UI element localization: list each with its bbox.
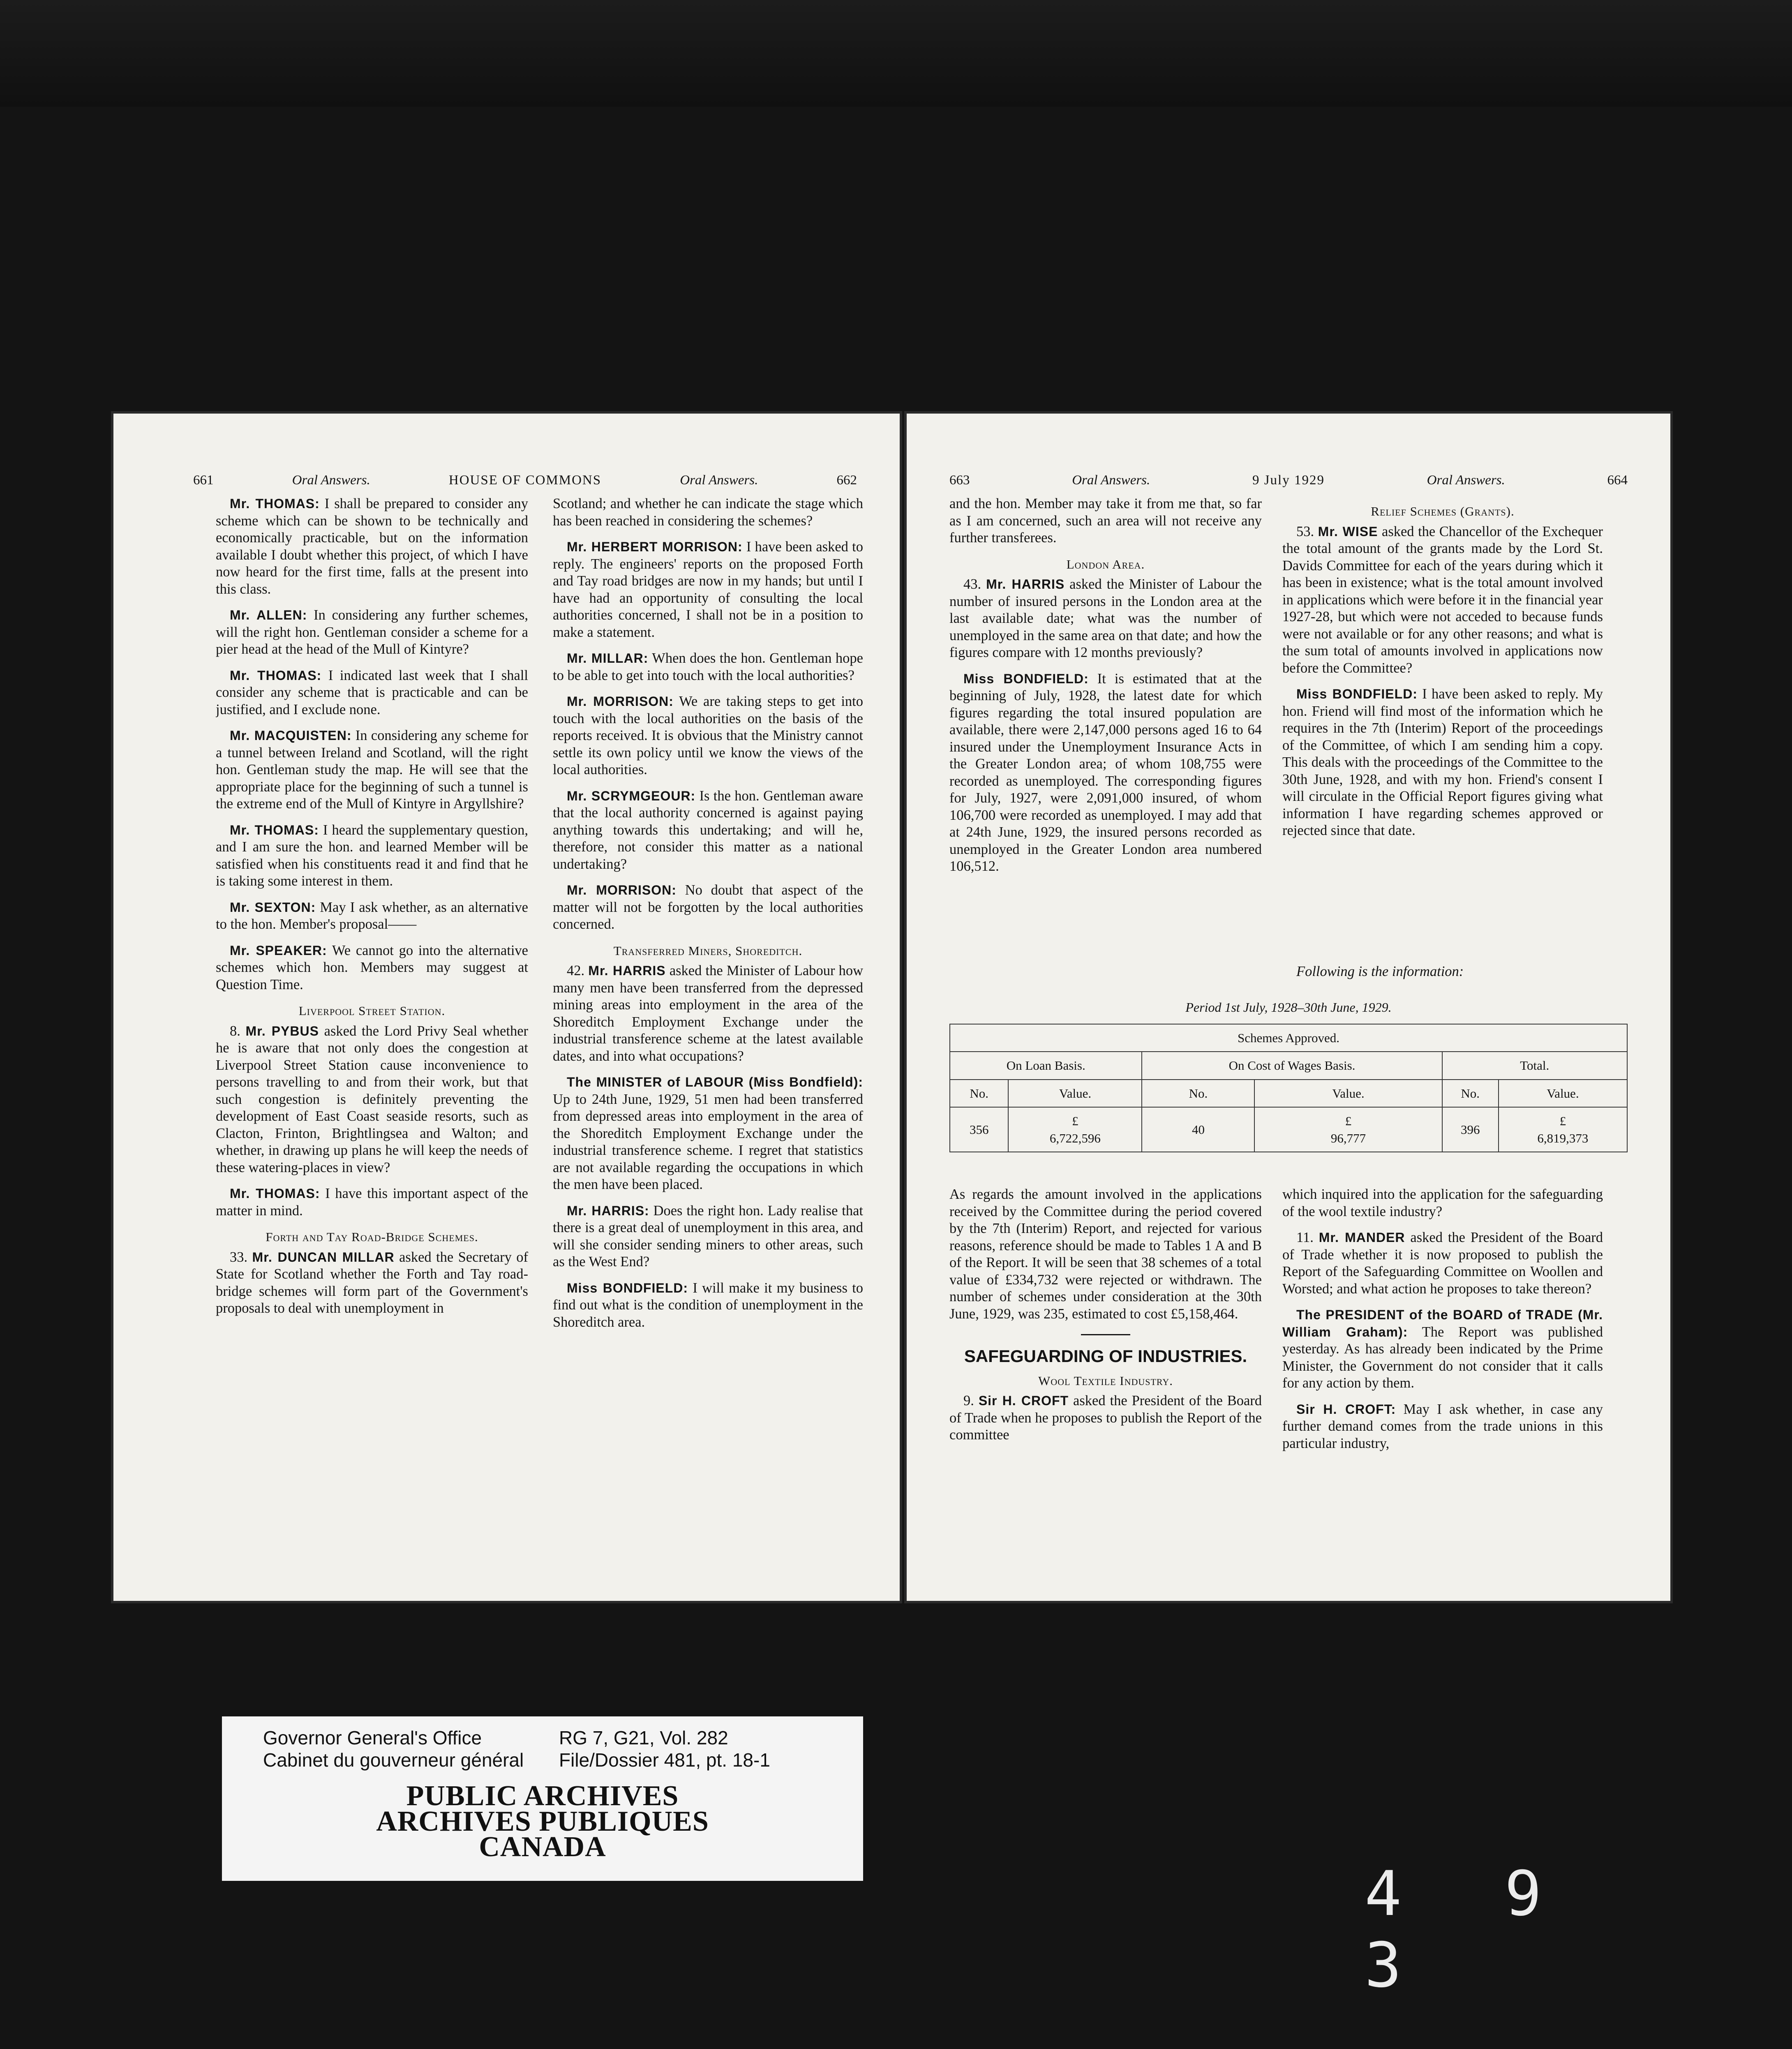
speech-paragraph — [553, 1074, 863, 1193]
question-number: 9. — [963, 1393, 974, 1408]
speaker-name: Mr. MANDER — [1319, 1230, 1405, 1245]
speech-text: Is the hon. Gentleman aware that the local authority concerned is against paying anything towards this undertaking; and will he, therefore, not consider this matter as a national undertaking? — [553, 788, 863, 872]
speaker-name: Mr. HARRIS — [986, 577, 1065, 592]
speech-text: No doubt that aspect of the matter will not be forgotten by the local authorities concerned. — [553, 882, 863, 932]
text-column — [1282, 1186, 1603, 1589]
speech-paragraph — [553, 788, 863, 873]
speaker-name: Mr. SCRYMGEOUR: — [567, 788, 696, 803]
archive-label — [222, 1716, 863, 1881]
speech-paragraph — [553, 1203, 863, 1271]
speech-text: Scotland; and whether he can indicate the stage which has been reached in considering the schemes? — [553, 496, 863, 529]
speech-text: May I ask whether, as an alternative to the hon. Member's proposal—— — [216, 899, 528, 932]
speaker-name: Mr. THOMAS: — [230, 668, 322, 683]
column-header: Value. — [1254, 1080, 1442, 1108]
major-heading: SAFEGUARDING OF INDUSTRIES. — [964, 1346, 1247, 1366]
speaker-name: Miss BONDFIELD: — [567, 1280, 688, 1295]
table-cell: 396 — [1442, 1107, 1499, 1152]
speaker-name: Mr. MORRISON: — [567, 694, 674, 709]
film-edge — [0, 0, 1792, 107]
question-number: 53. — [1296, 523, 1314, 539]
speech-paragraph — [216, 1023, 528, 1177]
left-page — [111, 411, 902, 1603]
speaker-name: Mr. SEXTON: — [230, 900, 316, 915]
speaker-name: Mr. PYBUS — [245, 1023, 319, 1038]
speech-text: I have this important aspect of the matter in mind. — [216, 1186, 528, 1219]
stamp-line: PUBLIC ARCHIVES — [406, 1780, 679, 1812]
speaker-name: Sir H. CROFT: — [1296, 1401, 1396, 1417]
group-header: On Cost of Wages Basis. — [1142, 1052, 1442, 1080]
speech-text: In considering any scheme for a tunnel between Ireland and Scotland, will the right hon. Gentleman study the map. He will see that the appropriate place for the beginning of such a tunnel is the extreme end of the Mull of Kintyre in Argyllshire? — [216, 728, 528, 812]
speech-paragraph — [216, 1185, 528, 1219]
speech-text: asked the Secretary of State for Scotland whether the Forth and Tay road-bridge schemes will form part of the Government's proposals to deal with unemployment in — [216, 1249, 528, 1316]
question-number: 11. — [1296, 1230, 1314, 1245]
speaker-name: Mr. HERBERT MORRISON: — [567, 539, 743, 554]
speech-text: Up to 24th June, 1929, 51 men had been transferred from depressed areas into employment in the area of the Shoreditch Employment Exchange under the industrial transference scheme. I regret that statistics are not available regarding the occupations in which the men have been placed. — [553, 1091, 863, 1192]
cell-value: 6,819,373 — [1537, 1131, 1589, 1145]
section-heading: Relief Schemes (Grants). — [1371, 504, 1515, 518]
column-header: No. — [950, 1080, 1008, 1108]
speech-paragraph — [949, 1392, 1262, 1444]
speech-text: I have been asked to reply. My hon. Friend will find most of the information which he requires in the 7th (Interim) Report of the proceedings of the Committee, of which I am sending him a copy. This deals with the proceedings of the Committee to the 30th June, 1928, and with my hon. Friend's consent I will circulate in the Official Report figures giving what information I have regarding schemes approved or rejected since that date. — [1282, 686, 1603, 838]
speech-text: In considering any further schemes, will the right hon. Gentleman consider a scheme for a pier head at the head of the Mull of Kintyre? — [216, 607, 528, 657]
speaker-name: Mr. WISE — [1318, 524, 1378, 539]
text-column — [1282, 495, 1603, 939]
speech-text: I shall be prepared to consider any scheme which can be shown to be technically and economically practicable, but on the information available I doubt whether this project, of which I have now heard for the first time, falls at the present into this class. — [216, 496, 528, 597]
speech-text: asked the Chancellor of the Exchequer the total amount of the grants made by the Lord St. Davids Committee for each of the years during which it has been in existence; what is the total amount involved in applications which were before it in the financial year 1927-28, but which were not acceded to because funds were not available or for any other reasons; and what is the sum total of amounts involved in applications now before the Committee? — [1282, 523, 1603, 676]
speech-paragraph — [216, 495, 528, 598]
speaker-name: Mr. THOMAS: — [230, 822, 319, 837]
speech-text: The Report was published yesterday. As has already been indicated by the Prime Minister, the Government do not consider that it calls for any action by them. — [1282, 1324, 1603, 1391]
speech-paragraph — [949, 671, 1262, 875]
cell-value: 6,722,596 — [1049, 1131, 1101, 1145]
speech-text: May I ask whether, in case any further demand comes from the trade unions in this particular industry, — [1282, 1401, 1603, 1451]
speech-paragraph — [553, 650, 863, 684]
speech-paragraph — [216, 942, 528, 994]
speech-paragraph — [553, 693, 863, 779]
table-cell — [1254, 1107, 1442, 1152]
page-number: 663 — [949, 473, 970, 488]
speech-text: Does the right hon. Lady realise that there is a great deal of unemployment in this area, and will she consider sending miners to other areas, such as the West End? — [553, 1203, 863, 1270]
text-column — [553, 495, 863, 1581]
right-page — [904, 411, 1673, 1603]
speech-paragraph — [216, 822, 528, 890]
speech-text: When does the hon. Gentleman hope to be able to get into touch with the local authorities? — [553, 650, 863, 683]
table-cell: 40 — [1142, 1107, 1254, 1152]
house-title: HOUSE OF COMMONS — [448, 473, 602, 488]
running-head-right — [949, 473, 1628, 493]
section-heading: Transferred Miners, Shoreditch. — [613, 943, 803, 958]
text-column — [949, 1186, 1262, 1589]
speaker-name: Mr. MACQUISTEN: — [230, 728, 352, 743]
speaker-name: Mr. MILLAR: — [567, 651, 649, 666]
speech-paragraph — [1282, 686, 1603, 839]
group-header: Total. — [1442, 1052, 1627, 1080]
continued-paragraph — [553, 495, 863, 530]
column-header: Value. — [1008, 1080, 1142, 1108]
speech-text: I have been asked to reply. The engineers' reports on the proposed Forth and Tay road bridges are now in my hands; but until I have had an opportunity of consulting the local authorities concerned, I shall not be in a position to make a statement. — [553, 539, 863, 640]
table-cell — [1499, 1107, 1627, 1152]
speaker-name: Miss BONDFIELD: — [1296, 687, 1418, 701]
speech-text: asked the President of the Board of Trade when he proposes to publish the Report of the committee — [949, 1393, 1262, 1443]
speaker-name: Mr. DUNCAN MILLAR — [252, 1249, 395, 1265]
question-number: 8. — [230, 1023, 240, 1039]
speaker-name: Mr. SPEAKER: — [230, 943, 327, 958]
currency-symbol: £ — [1559, 1114, 1566, 1128]
office-en: Governor General's Office — [263, 1727, 482, 1748]
speech-text: We are taking steps to get into touch with the local authorities on the basis of the reports received. It is obvious that the Ministry cannot settle its own policy until we know the views of the local authorities. — [553, 694, 863, 777]
speech-paragraph — [1282, 1307, 1603, 1392]
text-column — [216, 495, 528, 1581]
section-heading: Forth and Tay Road-Bridge Schemes. — [266, 1230, 478, 1244]
date-title: 9 July 1929 — [1252, 473, 1325, 488]
stamp-line: ARCHIVES PUBLIQUES — [376, 1806, 709, 1837]
speaker-name: The PRESIDENT of the BOARD of TRADE (Mr. William Graham): — [1282, 1307, 1603, 1339]
section-heading: London Area. — [1066, 557, 1145, 571]
following-line — [1282, 960, 1628, 987]
continued-paragraph — [949, 495, 1262, 547]
speech-paragraph — [1282, 523, 1603, 677]
speech-text: It is estimated that at the beginning of July, 1928, the latest date for which figures regarding the total insured population are available, there were 2,147,000 persons aged 16 to 64 insured under the Unemployment Insurance Acts in the Greater London area; of whom 108,755 were recorded as unemployed. The corresponding figures for July, 1927, were 2,091,000 insured, of whom 106,700 were recorded as unemployed. I may add that at 24th June, 1929, the insured persons recorded as unemployed in the Greater London area numbered 106,512. — [949, 671, 1262, 874]
section-title: Oral Answers. — [1427, 473, 1505, 488]
section-heading: Liverpool Street Station. — [298, 1004, 446, 1018]
speech-paragraph — [949, 576, 1262, 661]
page-number: 661 — [193, 473, 214, 488]
speech-paragraph — [553, 539, 863, 641]
speech-text: asked the Minister of Labour the number of insured persons in the London area at the last available date; what was the number of unemployed in the same area on that date; and how the figures compare with 12 months previously? — [949, 576, 1262, 660]
speech-paragraph — [216, 727, 528, 813]
speech-paragraph — [1282, 1229, 1603, 1297]
speaker-name: Mr. THOMAS: — [230, 1186, 320, 1201]
page-number: 662 — [836, 473, 857, 488]
speech-text: As regards the amount involved in the applications received by the Committee during the period covered by the 7th (Interim) Report, and rejected for various reasons, reference should be made to Tables 1 A and B of the Report. It will be seen that 38 schemes of a total value of £334,732 were rejected or withdrawn. The number of schemes under consideration at the 30th June, 1929, was 235, estimated to cost £5,158,464. — [949, 1186, 1262, 1322]
group-header: On Loan Basis. — [950, 1052, 1142, 1080]
question-number: 43. — [963, 576, 981, 592]
continued-paragraph — [1282, 1186, 1603, 1220]
speech-text: I indicated last week that I shall consider any scheme that is practicable and can be justified, and I exclude none. — [216, 667, 528, 717]
speaker-name: Miss BONDFIELD: — [963, 671, 1089, 686]
question-number: 33. — [230, 1249, 248, 1265]
speech-paragraph — [553, 882, 863, 933]
archive-ref: RG 7, G21, Vol. 282 — [559, 1727, 728, 1748]
speaker-name: Mr. THOMAS: — [230, 496, 320, 511]
column-header: No. — [1142, 1080, 1254, 1108]
speaker-name: Mr. ALLEN: — [230, 608, 307, 622]
speech-text: asked the Lord Privy Seal whether he is aware that not only does the congestion at Liverpool Street Station cause inconvenience to persons travelling to and from their work, but that such congestion is definitely preventing the development of East Coast seaside resorts, such as Clacton, Frinton, Brightlingsea and Walton; and whether, in drawing up plans he will keep the needs of these watering-places in view? — [216, 1023, 528, 1175]
following-text: Following is the information: — [1296, 964, 1464, 979]
speech-paragraph — [553, 962, 863, 1065]
speaker-name: Sir H. CROFT — [978, 1393, 1069, 1408]
speech-paragraph — [1282, 1401, 1603, 1452]
speech-text: I heard the supplementary question, and I am sure the hon. and learned Member will be satisfied when his constituents read it and find that he is taking some interest in them. — [216, 822, 528, 889]
speech-paragraph — [216, 607, 528, 658]
table-cell — [1008, 1107, 1142, 1152]
speech-text: I will make it my business to find out what is the condition of unemployment in the Shoreditch area. — [553, 1280, 863, 1330]
column-header: No. — [1442, 1080, 1499, 1108]
speech-text: which inquired into the application for the safeguarding of the wool textile industry? — [1282, 1186, 1603, 1219]
speech-text: We cannot go into the alternative schemes which hon. Members may suggest at Question Time. — [216, 942, 528, 992]
page-number: 664 — [1607, 473, 1628, 488]
schemes-block — [949, 999, 1628, 1152]
speech-text: asked the Minister of Labour how many men have been transferred from the depressed mining areas into employment in the area of the Shoreditch Employment Exchange under the industrial transference scheme at the latest available dates, and into what occupations? — [553, 963, 863, 1064]
speaker-name: Mr. HARRIS — [588, 963, 666, 978]
speech-paragraph — [216, 899, 528, 933]
section-title: Oral Answers. — [292, 473, 370, 488]
speech-paragraph — [216, 1249, 528, 1317]
archive-ref: File/Dossier 481, pt. 18-1 — [559, 1749, 770, 1771]
speech-text: asked the President of the Board of Trade whether it is now proposed to publish the Report of the Safeguarding Committee on Woollen and Worsted; and what action he proposes to take thereon? — [1282, 1230, 1603, 1297]
speech-paragraph — [553, 1280, 863, 1331]
schemes-table — [949, 1024, 1628, 1153]
office-fr: Cabinet du gouverneur général — [263, 1749, 524, 1771]
frame-number: 4 9 3 — [1365, 1858, 1575, 2001]
currency-symbol: £ — [1072, 1114, 1078, 1128]
question-number: 42. — [567, 963, 585, 978]
period-line: Period 1st July, 1928–30th June, 1929. — [1185, 1000, 1392, 1015]
table-cell: 356 — [950, 1107, 1008, 1152]
continued-paragraph — [949, 1186, 1262, 1323]
cell-value: 96,777 — [1330, 1131, 1366, 1145]
table-caption: Schemes Approved. — [950, 1024, 1627, 1052]
text-column — [949, 495, 1262, 1001]
running-head-left — [193, 473, 857, 493]
currency-symbol: £ — [1345, 1114, 1352, 1128]
speaker-name: Mr. MORRISON: — [567, 883, 677, 897]
divider — [1081, 1334, 1130, 1335]
column-header: Value. — [1499, 1080, 1627, 1108]
section-title: Oral Answers. — [680, 473, 758, 488]
speaker-name: The MINISTER of LABOUR (Miss Bondfield): — [567, 1075, 863, 1089]
table-row — [950, 1107, 1627, 1152]
stamp-line: CANADA — [479, 1831, 606, 1863]
speaker-name: Mr. HARRIS: — [567, 1203, 649, 1218]
speech-text: and the hon. Member may take it from me that, so far as I am concerned, such an area will not receive any further transferees. — [949, 496, 1262, 546]
section-title: Oral Answers. — [1072, 473, 1150, 488]
section-heading: Wool Textile Industry. — [1038, 1373, 1173, 1388]
speech-paragraph — [216, 667, 528, 719]
archive-stamp — [222, 1780, 863, 1863]
